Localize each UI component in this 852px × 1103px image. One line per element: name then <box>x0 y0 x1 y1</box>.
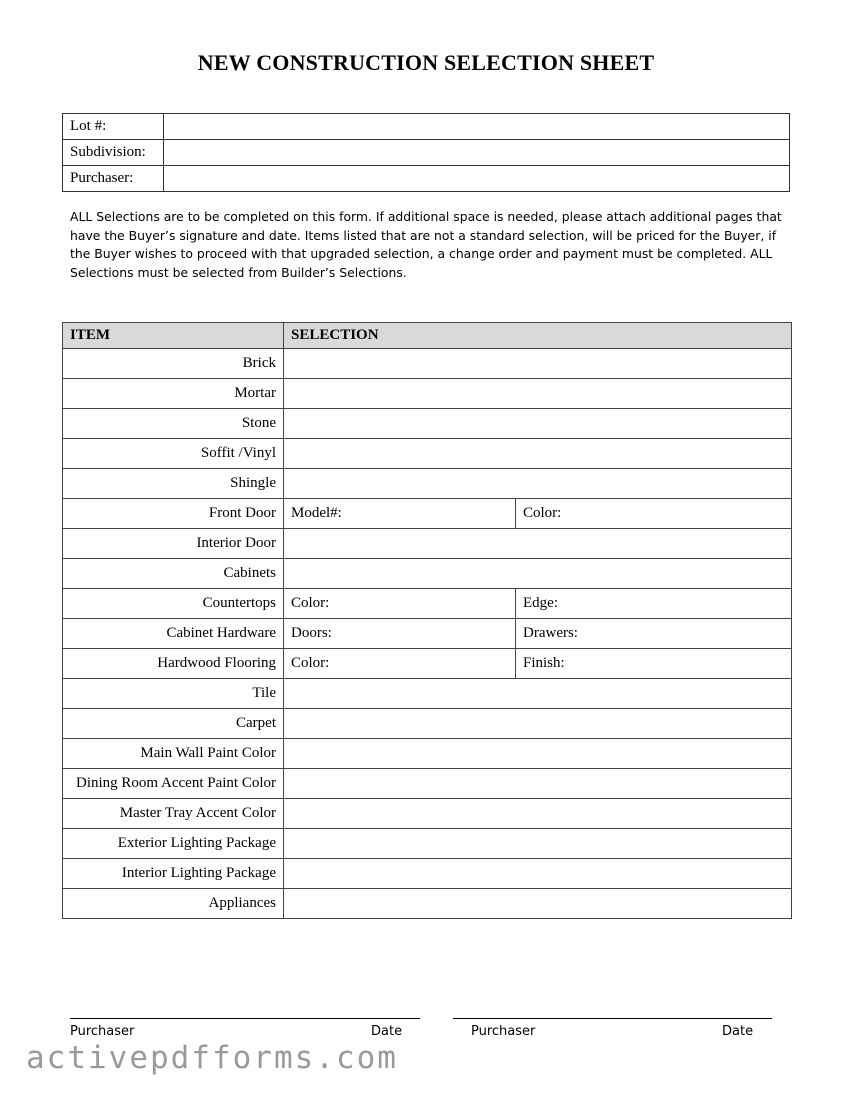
selection-row <box>63 409 792 439</box>
purchaser-field[interactable] <box>164 166 790 192</box>
selection-row <box>63 379 792 409</box>
selection-row <box>63 799 792 829</box>
selection-row <box>63 769 792 799</box>
item-label: Appliances <box>63 889 284 919</box>
item-label: Mortar <box>63 379 284 409</box>
selection-field[interactable] <box>284 799 792 829</box>
selection-row <box>63 889 792 919</box>
item-label: Main Wall Paint Color <box>63 739 284 769</box>
subdivision-row <box>63 140 790 166</box>
lot-row <box>63 114 790 140</box>
item-label: Stone <box>63 409 284 439</box>
selection-row <box>63 349 792 379</box>
selection-row <box>63 589 792 619</box>
purchaser-1-signature-line[interactable] <box>70 1018 420 1019</box>
header-info-table <box>62 113 790 192</box>
item-label: Hardwood Flooring <box>63 649 284 679</box>
selection-field-left[interactable]: Color: <box>284 649 516 679</box>
item-label: Interior Lighting Package <box>63 859 284 889</box>
selection-row <box>63 649 792 679</box>
item-label: Countertops <box>63 589 284 619</box>
date-1-label: Date <box>371 1024 403 1039</box>
selection-table-body <box>63 349 792 919</box>
selection-field[interactable] <box>284 469 792 499</box>
selection-field-left[interactable]: Model#: <box>284 499 516 529</box>
item-label: Master Tray Accent Color <box>63 799 284 829</box>
selection-field-right[interactable]: Edge: <box>516 589 792 619</box>
item-label: Exterior Lighting Package <box>63 829 284 859</box>
subdivision-field[interactable] <box>164 140 790 166</box>
site-watermark: activepdfforms.com <box>26 1040 398 1076</box>
item-label: Front Door <box>63 499 284 529</box>
selection-field[interactable] <box>284 379 792 409</box>
selection-field[interactable] <box>284 709 792 739</box>
selection-row <box>63 739 792 769</box>
selection-table <box>62 322 792 919</box>
item-label: Shingle <box>63 469 284 499</box>
selection-field-right[interactable]: Drawers: <box>516 619 792 649</box>
selection-field[interactable] <box>284 679 792 709</box>
purchaser-1-label: Purchaser <box>70 1024 135 1039</box>
purchaser-2-label: Purchaser <box>471 1024 536 1039</box>
selection-field[interactable] <box>284 529 792 559</box>
date-2-label: Date <box>722 1024 754 1039</box>
item-label: Interior Door <box>63 529 284 559</box>
selection-column-header: SELECTION <box>284 323 792 349</box>
selection-field-left[interactable]: Doors: <box>284 619 516 649</box>
selection-field[interactable] <box>284 559 792 589</box>
selection-row <box>63 469 792 499</box>
item-label: Cabinets <box>63 559 284 589</box>
item-label: Brick <box>63 349 284 379</box>
purchaser-label: Purchaser: <box>63 166 164 192</box>
selection-row <box>63 499 792 529</box>
selection-field[interactable] <box>284 859 792 889</box>
selection-field[interactable] <box>284 409 792 439</box>
purchaser-row <box>63 166 790 192</box>
selection-row <box>63 439 792 469</box>
selection-field[interactable] <box>284 889 792 919</box>
selection-row <box>63 859 792 889</box>
selection-row <box>63 679 792 709</box>
item-label: Cabinet Hardware <box>63 619 284 649</box>
item-label: Carpet <box>63 709 284 739</box>
selection-row <box>63 529 792 559</box>
purchaser-2-signature-line[interactable] <box>453 1018 772 1019</box>
lot-field[interactable] <box>164 114 790 140</box>
selection-row <box>63 559 792 589</box>
item-label: Tile <box>63 679 284 709</box>
item-label: Soffit /Vinyl <box>63 439 284 469</box>
selection-field[interactable] <box>284 829 792 859</box>
selection-row <box>63 619 792 649</box>
selection-field[interactable] <box>284 739 792 769</box>
item-label: Dining Room Accent Paint Color <box>63 769 284 799</box>
subdivision-label: Subdivision: <box>63 140 164 166</box>
selection-field-right[interactable]: Color: <box>516 499 792 529</box>
selection-table-header <box>63 323 792 349</box>
selection-row <box>63 709 792 739</box>
selection-row <box>63 829 792 859</box>
selection-field[interactable] <box>284 439 792 469</box>
item-column-header: ITEM <box>63 323 284 349</box>
page-title: NEW CONSTRUCTION SELECTION SHEET <box>197 50 655 75</box>
selection-field[interactable] <box>284 769 792 799</box>
selection-field-right[interactable]: Finish: <box>516 649 792 679</box>
selection-field[interactable] <box>284 349 792 379</box>
lot-label: Lot #: <box>63 114 164 140</box>
selection-field-left[interactable]: Color: <box>284 589 516 619</box>
instructions-text: ALL Selections are to be completed on this form. If additional space is needed, please attach additional pages that have the Buyer’s signature and date. Items listed that are not a standard selection, will be priced for the Buyer, if the Buyer wishes to proceed with that upgraded selection, a change order and payment must be completed. ALL Selections must be selected from Builder’s Selections. <box>70 209 782 280</box>
